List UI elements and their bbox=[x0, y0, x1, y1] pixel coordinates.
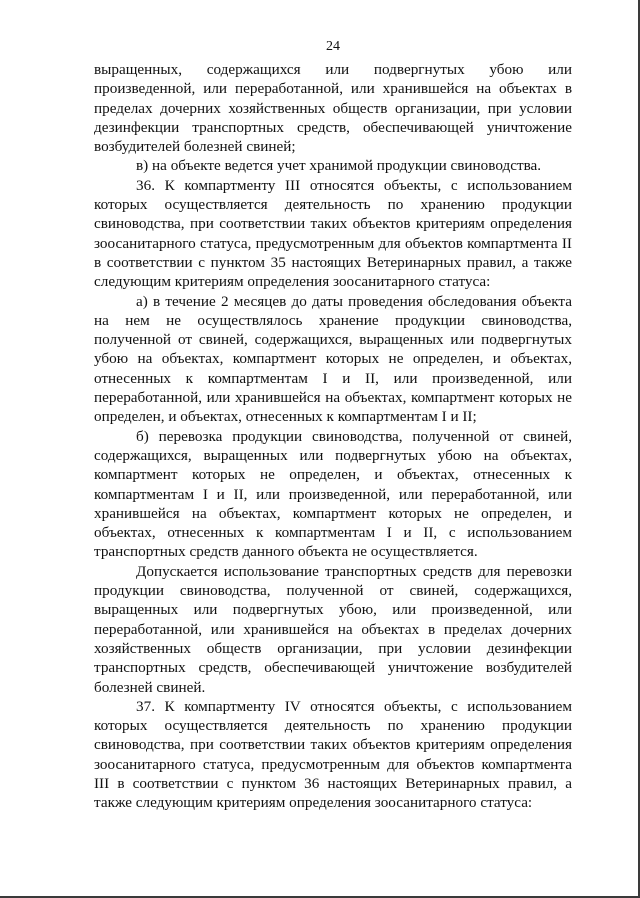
paragraph-allowance: Допускается использование транспортных средств для перевозки продукции свиноводства, полученной от свиней, содержащихся, выращенных или подвергнутых убою, или произведенной, или переработанной, или хранившейся на объектах в пределах дочерних хозяйственных обществ организации, при условии дезинфекции транспортных средств, обеспечивающей уничтожение возбудителей болезней свиней. bbox=[94, 562, 572, 696]
document-body bbox=[94, 60, 572, 813]
page-number: 24 bbox=[326, 39, 340, 54]
paragraph-section-37: 37. К компартменту IV относятся объекты, с использованием которых осуществляется деятельность по хранению продукции свиноводства, при соответствии таких объектов критериям определения зоосанитарного статуса, предусмотренным для объектов компартмента III в соответствии с пунктом 36 настоящих Ветеринарных правил, а также следующим критериям определения зоосанитарного статуса: bbox=[94, 697, 572, 812]
paragraph-item-a: а) в течение 2 месяцев до даты проведения обследования объекта на нем не осуществлялось хранение продукции свиноводства, полученной от свиней, содержащихся, выращенных или подвергнутых убою на объектах, компартмент которых не определен, и объектах, отнесенных к компартментам I и II, или произведенной, или переработанной, или хранившейся на объектах, компартмент которых не определен, и объектах, отнесенных к компартментам I и II; bbox=[94, 292, 572, 426]
paragraph-section-36: 36. К компартменту III относятся объекты, с использованием которых осуществляется деятельность по хранению продукции свиноводства, при соответствии таких объектов критериям определения зоосанитарного статуса, предусмотренным для объектов компартмента II в соответствии с пунктом 35 настоящих Ветеринарных правил, а также следующим критериям определения зоосанитарного статуса: bbox=[94, 176, 572, 291]
paragraph-item-v: в) на объекте ведется учет хранимой продукции свиноводства. bbox=[136, 157, 542, 175]
paragraph-continuation: выращенных, содержащихся или подвергнутых убою или произведенной, или переработанной, или хранившейся на объектах в пределах дочерних хозяйственных обществ организации, при условии дезинфекции транспортных средств, обеспечивающей уничтожение возбудителей болезней свиней; bbox=[94, 61, 572, 156]
paragraph-item-b: б) перевозка продукции свиноводства, полученной от свиней, содержащихся, выращенных или подвергнутых убою на объектах, компартмент которых не определен, и объектах, отнесенных к компартментам I и II, или произведенной, или переработанной, или хранившейся на объектах, компартмент которых не определен, и объектах, отнесенных к компартментам I и II, с использованием транспортных средств данного объекта не осуществляется. bbox=[94, 427, 572, 561]
